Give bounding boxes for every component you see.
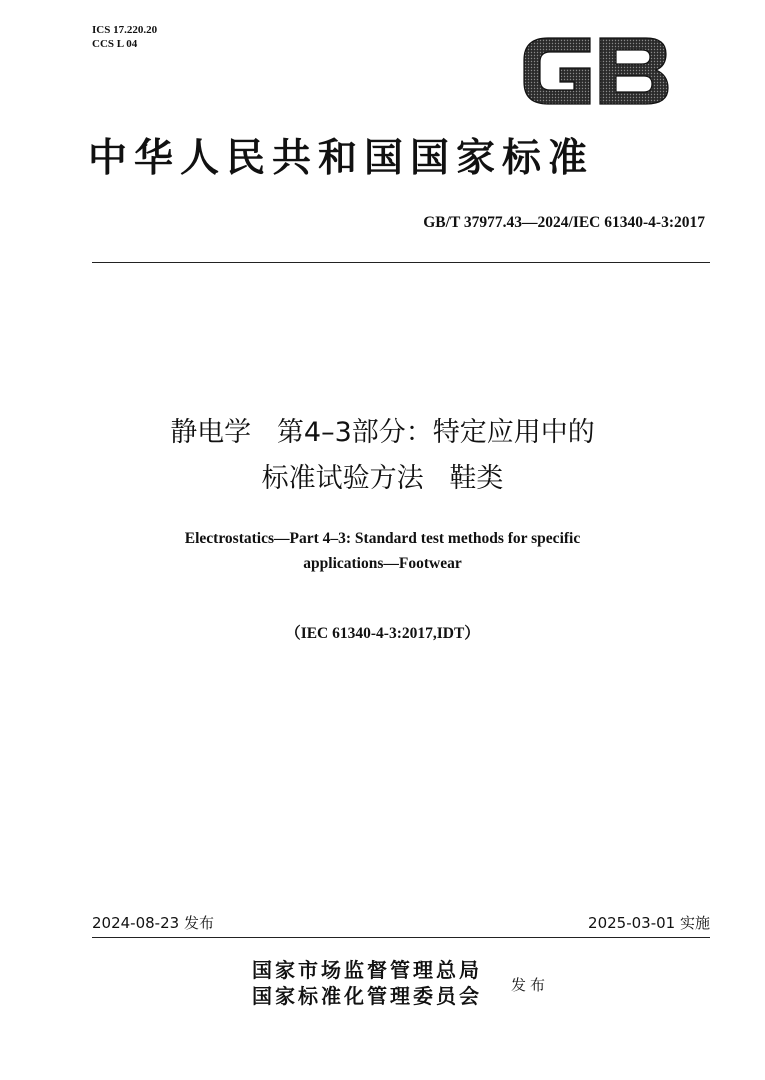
english-title-line-1: Electrostatics—Part 4–3: Standard test methods for specific — [184, 530, 581, 547]
issuer-sac: 国家标准化管理委员会 — [252, 984, 482, 1008]
classification-codes — [92, 23, 157, 51]
issuing-authorities — [252, 957, 482, 1009]
effective-date: 2025-03-01 实施 — [588, 914, 710, 932]
chinese-title — [0, 410, 765, 502]
identity-statement: （IEC 61340-4-3:2017,IDT） — [285, 625, 480, 642]
ics-code: ICS 17.220.20 — [92, 24, 158, 36]
english-title-line-2: applications—Footwear — [303, 555, 462, 572]
publish-label: 发布 — [511, 976, 550, 994]
standard-number: GB/T 37977.43—2024/IEC 61340-4-3:2017 — [423, 214, 705, 231]
chinese-title-line-2: 标准试验方法 鞋类 — [261, 463, 504, 494]
gb-logo — [518, 30, 672, 110]
ccs-code: CCS L 04 — [92, 38, 138, 50]
header-divider — [92, 262, 710, 263]
footer-divider — [92, 937, 710, 938]
national-standard-title: 中华人民共和国国家标准 — [88, 135, 595, 181]
issuer-samr: 国家市场监督管理总局 — [252, 958, 482, 982]
english-title — [0, 526, 765, 576]
chinese-title-line-1: 静电学 第4–3部分：特定应用中的 — [170, 417, 595, 448]
issue-date: 2024-08-23 发布 — [92, 914, 214, 932]
